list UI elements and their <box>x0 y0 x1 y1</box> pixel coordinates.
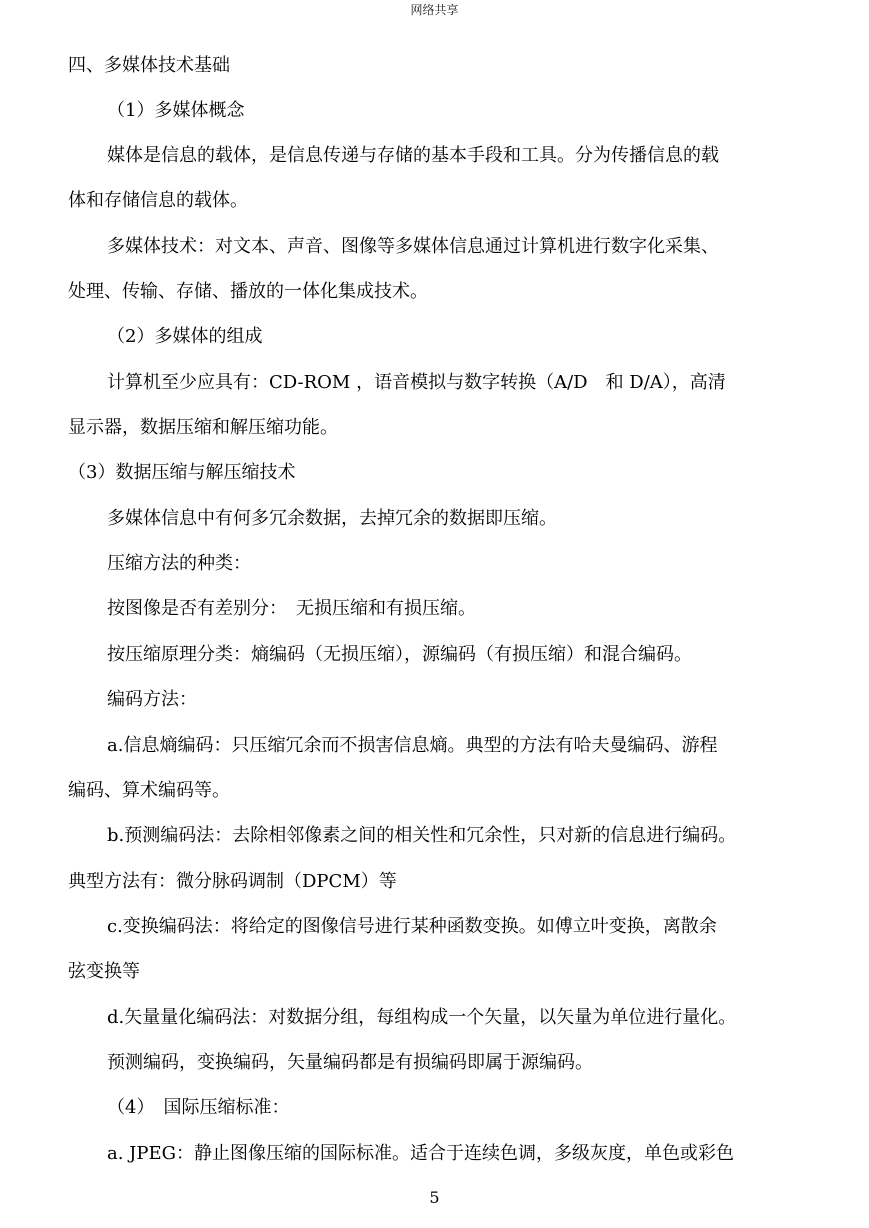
paragraph-line: 按图像是否有差别分： 无损压缩和有损压缩。 <box>107 598 476 619</box>
paragraph-line: a. JPEG：静止图像压缩的国际标准。适合于连续色调，多级灰度，单色或彩色 <box>107 1143 735 1164</box>
paragraph-line: 处理、传输、存储、播放的一体化集成技术。 <box>68 281 428 302</box>
paragraph-line: 压缩方法的种类： <box>107 553 251 574</box>
paragraph-line: b.预测编码法：去除相邻像素之间的相关性和冗余性，只对新的信息进行编码。 <box>107 825 737 846</box>
paragraph-line: 典型方法有：微分脉码调制（DPCM）等 <box>68 871 397 892</box>
page-number: 5 <box>429 1188 440 1207</box>
subsection-heading-3: （3）数据压缩与解压缩技术 <box>68 462 296 483</box>
paragraph-line: 编码、算术编码等。 <box>68 780 230 801</box>
subsection-heading-4: （4） 国际压缩标准： <box>107 1097 290 1118</box>
paragraph-line: c.变换编码法：将给定的图像信号进行某种函数变换。如傅立叶变换，离散余 <box>107 916 717 937</box>
paragraph-line: 媒体是信息的载体，是信息传递与存储的基本手段和工具。分为传播信息的载 <box>107 145 719 166</box>
paragraph-line: 按压缩原理分类：熵编码（无损压缩），源编码（有损压缩）和混合编码。 <box>107 644 692 665</box>
page-header: 网络共享 <box>410 3 459 17</box>
subsection-heading-1: （1）多媒体概念 <box>107 100 245 121</box>
paragraph-line: 弦变换等 <box>68 961 140 982</box>
subsection-heading-2: （2）多媒体的组成 <box>107 326 263 347</box>
paragraph-line: 多媒体信息中有何多冗余数据，去掉冗余的数据即压缩。 <box>107 508 557 529</box>
section-heading: 四、多媒体技术基础 <box>68 55 230 76</box>
paragraph-line: a.信息熵编码：只压缩冗余而不损害信息熵。典型的方法有哈夫曼编码、游程 <box>107 735 718 756</box>
paragraph-line: 预测编码，变换编码，矢量编码都是有损编码即属于源编码。 <box>107 1052 593 1073</box>
paragraph-line: 编码方法： <box>107 689 197 710</box>
paragraph-line: 多媒体技术：对文本、声音、图像等多媒体信息通过计算机进行数字化采集、 <box>107 236 719 257</box>
paragraph-line: 显示器，数据压缩和解压缩功能。 <box>68 417 338 438</box>
paragraph-line: 计算机至少应具有：CD-ROM ，语音模拟与数字转换（A/D 和 D/A），高清 <box>107 372 726 393</box>
paragraph-line: d.矢量量化编码法：对数据分组，每组构成一个矢量，以矢量为单位进行量化。 <box>107 1007 737 1028</box>
paragraph-line: 体和存储信息的载体。 <box>68 190 248 211</box>
